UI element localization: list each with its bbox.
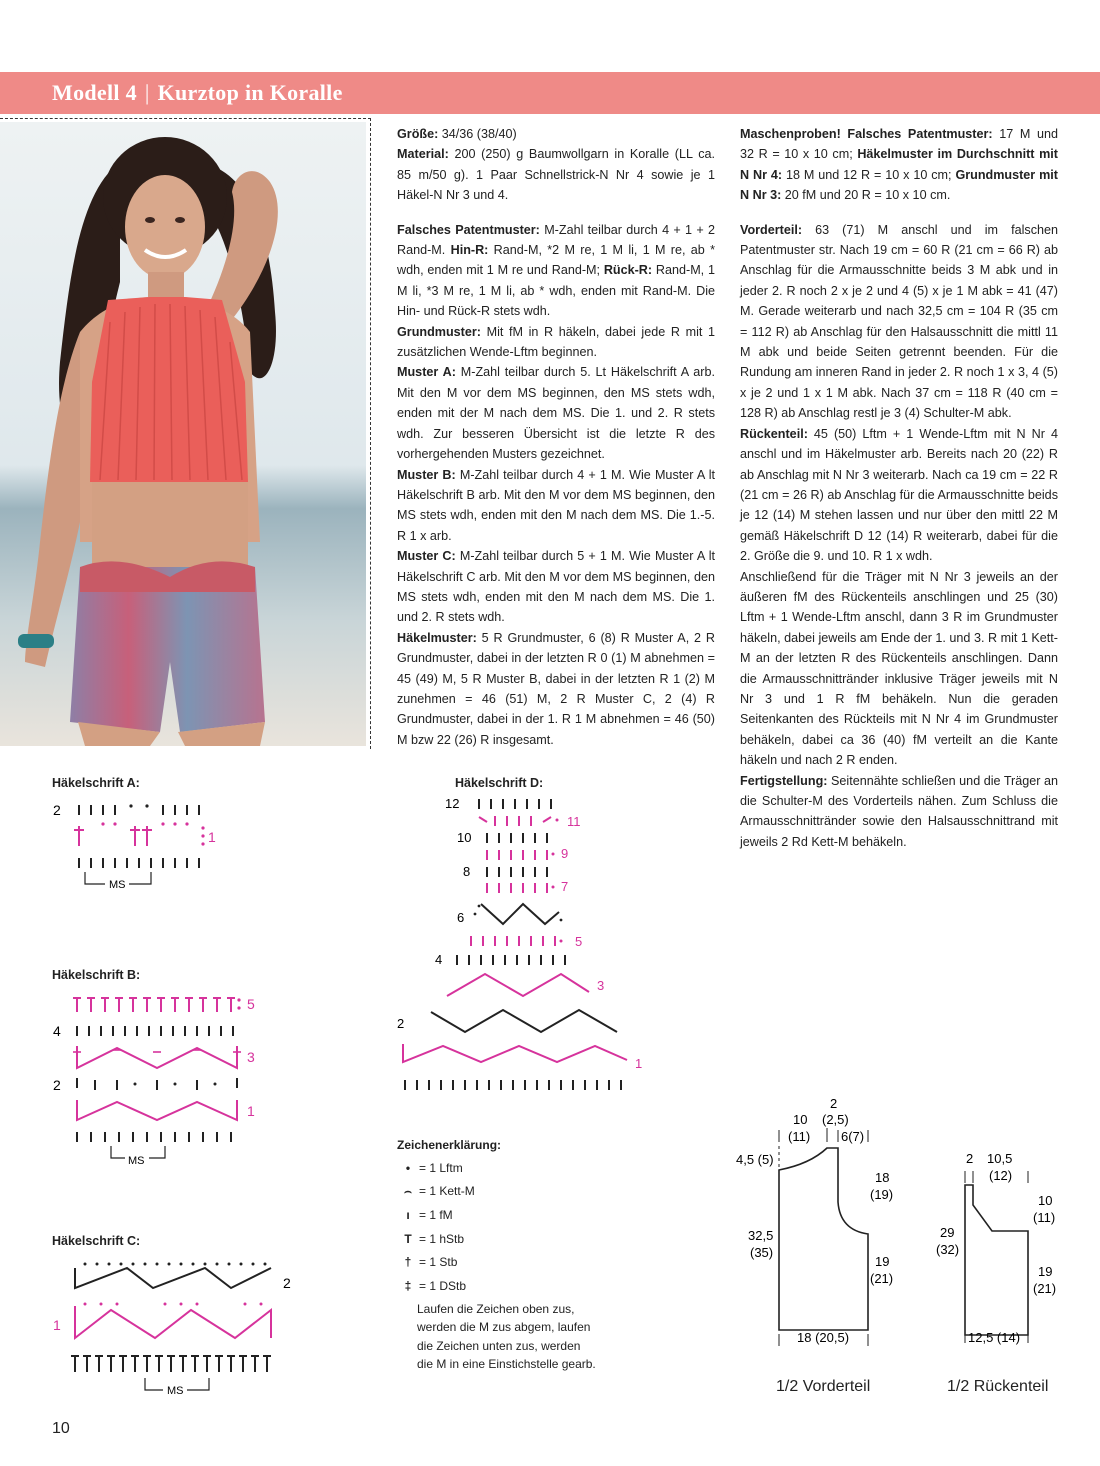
text-column-right (740, 124, 1058, 852)
title-separator: | (144, 80, 150, 105)
legend-item (397, 1250, 597, 1274)
chart-d-title: Häkelschrift D: (455, 776, 544, 790)
back-right-10: 10 (1038, 1193, 1053, 1208)
crochet-pattern-label: Häkelmuster: (397, 630, 477, 645)
chart-b-row-3: 3 (247, 1049, 255, 1065)
front-right-21: (21) (870, 1271, 894, 1286)
gauge-text-3: 20 fM und 20 R = 10 x 10 cm. (781, 188, 951, 203)
legend-label: = 1 Kett-M (419, 1184, 475, 1199)
material-label: Material: (397, 147, 449, 162)
finishing-text: Seitennähte schließen und die Träger an die Schulter-M des Vorderteils nähen. Zum Schluss die Armausschnittränder sowie den Halsausschnittrand mit jeweils 2 Rd Kett-M behäkeln. (740, 773, 1058, 849)
chain-stitch-icon: • (405, 1160, 411, 1175)
chart-b-title: Häkelschrift B: (52, 968, 141, 982)
rueck-r-label: Rück-R: (603, 263, 653, 278)
chart-a-title: Häkelschrift A: (52, 776, 140, 790)
legend-item (397, 1274, 597, 1298)
legend-item (397, 1180, 597, 1204)
front-right-19b: 19 (875, 1254, 890, 1269)
chart-d-row-3: 3 (597, 978, 605, 993)
schematic-front (730, 1090, 920, 1360)
page-number: 10 (52, 1420, 70, 1437)
back-text: 45 (50) Lftm + 1 Wende-Lftm mit N Nr 4 anschl und im Häkelmuster arb. Bereits nach 20 (22) R ab Anschlag mit N Nr 3 weiterarb. Nach ca 19 cm = 22 R (21 cm = 26 R) ab Anschlag für die Armausschnitte beids je 12 (14) M stehen lassen und nur über den mittl 22 M gemäß Häkelschrift D 12 (14) R weiterarb, dabei für die 2. Größe die 9. und 10. R 1 x wdh. (740, 426, 1058, 564)
chart-d-row-8: 8 (463, 864, 471, 879)
chart-a-row-1: 1 (208, 829, 216, 845)
legend-note: Laufen die Zeichen oben zus, werden die M zus abgem, laufen die Zeichen unten zus, werden die M in eine Einstichstelle gearb. (417, 1301, 596, 1372)
front-right-18: 18 (875, 1170, 890, 1185)
legend-item (397, 1156, 597, 1180)
chart-b-ms: MS (128, 1155, 145, 1167)
chart-b (45, 990, 275, 1170)
material-paragraph (397, 144, 715, 205)
slip-stitch-icon: ⌢ (404, 1183, 412, 1198)
legend-label: = 1 Stb (419, 1255, 458, 1270)
pattern-c-text: M-Zahl teilbar durch 5 + 1 M. Wie Muster A lt Häkelschrift C arb. Mit den M vor dem MS beginnen, den MS stets wdh, enden mit den M nach dem MS. Die 1. und 2. R stets wdh. (397, 549, 716, 625)
front-top-11: (11) (788, 1129, 811, 1144)
treble-crochet-icon: ‡ (404, 1278, 412, 1293)
back-schematic-label: 1/2 Rückenteil (947, 1378, 1049, 1395)
back-bottom: 12,5 (14) (968, 1330, 1021, 1345)
pattern-a-text: M-Zahl teilbar durch 5. Lt Häkelschrift A arb. Mit den M vor dem MS beginnen, den MS stets wdh, enden mit der M nach dem MS. Die 1. und 2. R stets wdh. Zur besseren Übersicht ist die letzte R des vorhergehenden Musters gezeichnet. (397, 365, 716, 462)
legend-label: = 1 Lftm (419, 1160, 463, 1175)
chart-b-row-4: 4 (53, 1023, 61, 1039)
chart-a-row-2: 2 (53, 802, 61, 818)
pattern-b-paragraph (397, 465, 715, 547)
chart-d-row-1: 1 (635, 1056, 643, 1071)
double-crochet-icon: † (404, 1255, 412, 1270)
size-text: 34/36 (38/40) (438, 127, 517, 141)
front-text: 63 (71) M anschl und im falschen Patentmuster str. Nach 19 cm = 60 R (21 cm = 66 R) ab Anschlag für die Armausschnitte beids 3 M abk und in jeder 2. R noch 2 x je 2 und 4 (5) x je 1 M abk = 41 (47) M. Gerade weiterarb und nach 32,5 cm = 104 R (35 cm = 112 R) ab Anschlag für den Halsausschnitt die mittl 11 M abk und beide Seiten getrennt beenden. Für die Rundung am inneren Rand in jeder 2. R noch 1 x 3, 4 (5) x je 2 und 1 x 1 M abk. Nach 37 cm = 118 R (40 cm = 128 R) ab Anschlag restl je 3 (4) Schulter-M abk. (740, 222, 1058, 421)
basic-pattern-paragraph (397, 322, 715, 363)
back-left-29: 29 (940, 1225, 955, 1240)
gauge-paragraph (740, 124, 1058, 206)
back-left-32: (32) (936, 1242, 960, 1257)
front-left-32-5: 32,5 (748, 1228, 774, 1243)
crochet-pattern-text: 5 R Grundmuster, 6 (8) R Muster A, 2 R Grundmuster, dabei in der letzten R 0 (1) M abnehmen = 45 (49) M, 5 R Muster B, dabei in der letzten R 1 (2) M zunehmen = 46 (51) M, 2 R Muster C, 2 (4) R Grundmuster, dabei in der 1. R 1 M abnehmen = 46 (50) M bzw 22 (26) R insgesamt. (397, 630, 715, 747)
false-patent-paragraph (397, 220, 715, 322)
chart-d-row-12: 12 (445, 796, 460, 811)
chart-a (45, 796, 235, 896)
gauge-label-2: Häkelmuster im Durchschnitt mit N Nr 4: (740, 147, 1058, 182)
gauge-text-2: 18 M und 12 R = 10 x 10 cm; (782, 167, 956, 182)
chart-d-row-6: 6 (457, 910, 465, 925)
finishing-label: Fertigstellung: (740, 773, 828, 788)
false-patent-text: M-Zahl teilbar durch 4 + 1 + 2 Rand-M. (397, 222, 715, 258)
front-top-10: 10 (793, 1112, 808, 1127)
chart-d-row-11: 11 (567, 814, 581, 829)
legend-label: = 1 fM (419, 1207, 453, 1222)
front-right-19: (19) (870, 1187, 894, 1202)
chart-c-row-1: 1 (53, 1317, 61, 1333)
chart-d-row-4: 4 (435, 952, 443, 967)
legend-item (397, 1227, 597, 1251)
crochet-pattern-paragraph (397, 628, 715, 750)
model-number: Modell 4 (52, 80, 137, 105)
size-paragraph (397, 124, 715, 144)
single-crochet-icon: ı (406, 1207, 410, 1222)
front-left-4-5: 4,5 (5) (736, 1152, 774, 1167)
pattern-a-label: Muster A: (397, 365, 456, 380)
pattern-b-label: Muster B: (397, 467, 456, 482)
finishing-paragraph (740, 771, 1058, 853)
pattern-c-paragraph (397, 546, 715, 628)
model-title: Kurztop in Koralle (157, 80, 343, 105)
half-double-crochet-icon: T (404, 1231, 412, 1246)
chart-d-row-2: 2 (397, 1016, 405, 1031)
front-label: Vorderteil: (740, 222, 803, 237)
hin-r-label: Hin-R: (450, 243, 489, 258)
size-label: Größe: (397, 127, 439, 141)
rueck-r-text: Rand-M, 1 M li, *3 M re, 1 M li, ab * wdh, enden mit Rand-M. Die Hin- und Rück-R stets wdh. (397, 263, 715, 319)
chart-d-row-7: 7 (561, 879, 569, 894)
front-top-6-7: 6(7) (841, 1129, 865, 1144)
page-title (52, 80, 343, 106)
chart-c (45, 1256, 305, 1396)
back-top-10-5: 10,5 (987, 1151, 1013, 1166)
chart-b-row-5: 5 (247, 996, 255, 1012)
front-schematic-label: 1/2 Vorderteil (776, 1378, 871, 1395)
chart-d-row-10: 10 (457, 830, 472, 845)
gauge-label-3: Grundmuster mit N Nr 3: (740, 167, 1058, 203)
material-text: 200 (250) g Baumwollgarn in Koralle (LL ca. 85 m/50 g). 1 Paar Schnellstrick-N Nr 4 sowie je 1 Häkel-N Nr 3 und 4. (397, 147, 715, 203)
chart-c-row-2: 2 (283, 1275, 291, 1291)
gauge-text-1: 17 M und 32 R = 10 x 10 cm; (740, 127, 1059, 162)
back-right-19: 19 (1038, 1264, 1053, 1279)
chart-b-row-1: 1 (247, 1103, 255, 1119)
basic-pattern-label: Grundmuster: (397, 324, 481, 339)
legend-title: Zeichenerklärung: (397, 1138, 502, 1152)
chart-d-row-9: 9 (561, 846, 569, 861)
basic-pattern-text: Mit fM in R häkeln, dabei jede R mit 1 zusätzlichen Wende-Lftm beginnen. (397, 324, 715, 360)
pattern-a-paragraph (397, 362, 715, 464)
front-top-2: 2 (830, 1096, 838, 1111)
back-top-12: (12) (989, 1168, 1013, 1183)
front-paragraph (740, 220, 1058, 424)
legend-item (397, 1203, 597, 1227)
chart-c-title: Häkelschrift C: (52, 1234, 141, 1248)
legend-label: = 1 hStb (419, 1231, 465, 1246)
back-right-21: (21) (1033, 1281, 1057, 1296)
back-label: Rückenteil: (740, 426, 808, 441)
chart-c-ms: MS (167, 1385, 184, 1396)
gauge-label: Maschenproben! Falsches Patentmuster: (740, 127, 993, 141)
schematic-back (930, 1145, 1070, 1355)
hin-r-text: Rand-M, *2 M re, 1 M li, 1 M re, ab * wdh, enden mit 1 M re und Rand-M; (397, 243, 715, 278)
woman-in-crop-top-photo (0, 122, 366, 746)
chart-d (395, 796, 655, 1096)
legend-label: = 1 DStb (419, 1278, 467, 1293)
false-patent-label: Falsches Patentmuster: (397, 222, 540, 237)
pattern-b-text: M-Zahl teilbar durch 4 + 1 M. Wie Muster A lt Häkelschrift B arb. Mit den M vor dem MS beginnen, den MS stets wdh, enden mit den M nach dem MS. Die 1.-5. R 1 x arb. (397, 467, 716, 543)
back-top-2: 2 (966, 1151, 974, 1166)
back-right-11: (11) (1033, 1210, 1056, 1225)
straps-paragraph: Anschließend für die Träger mit N Nr 3 jeweils an der äußeren fM des Rückenteils anschlingen und 25 (30) Lftm + 1 Wende-Lftm anschl, dann 3 R im Grundmuster häkeln, dabei jeweils am Ende der 1. und 3. R mit 1 Kett-M an der letzten R des Rückenteils anschlingen. Dann die Armausschnittränder inklusive Träger jeweils mit N Nr 3 und 1 R fM behäkeln. Nun die geraden Seitenkanten des Rückteils mit N Nr 4 im Grundmuster behäkeln, dabei ca 36 (40) fM verteilt an die Kante häkeln und nach 2 R enden. (740, 569, 1058, 768)
front-top-2-5: (2,5) (822, 1112, 849, 1127)
front-left-35: (35) (750, 1245, 774, 1260)
chart-d-row-5: 5 (575, 934, 583, 949)
text-column-left (397, 124, 715, 750)
chart-a-ms: MS (109, 879, 126, 891)
chart-b-row-2: 2 (53, 1077, 61, 1093)
front-bottom: 18 (20,5) (797, 1330, 850, 1345)
back-paragraph (740, 424, 1058, 567)
symbol-legend (397, 1138, 597, 1374)
pattern-c-label: Muster C: (397, 549, 456, 564)
